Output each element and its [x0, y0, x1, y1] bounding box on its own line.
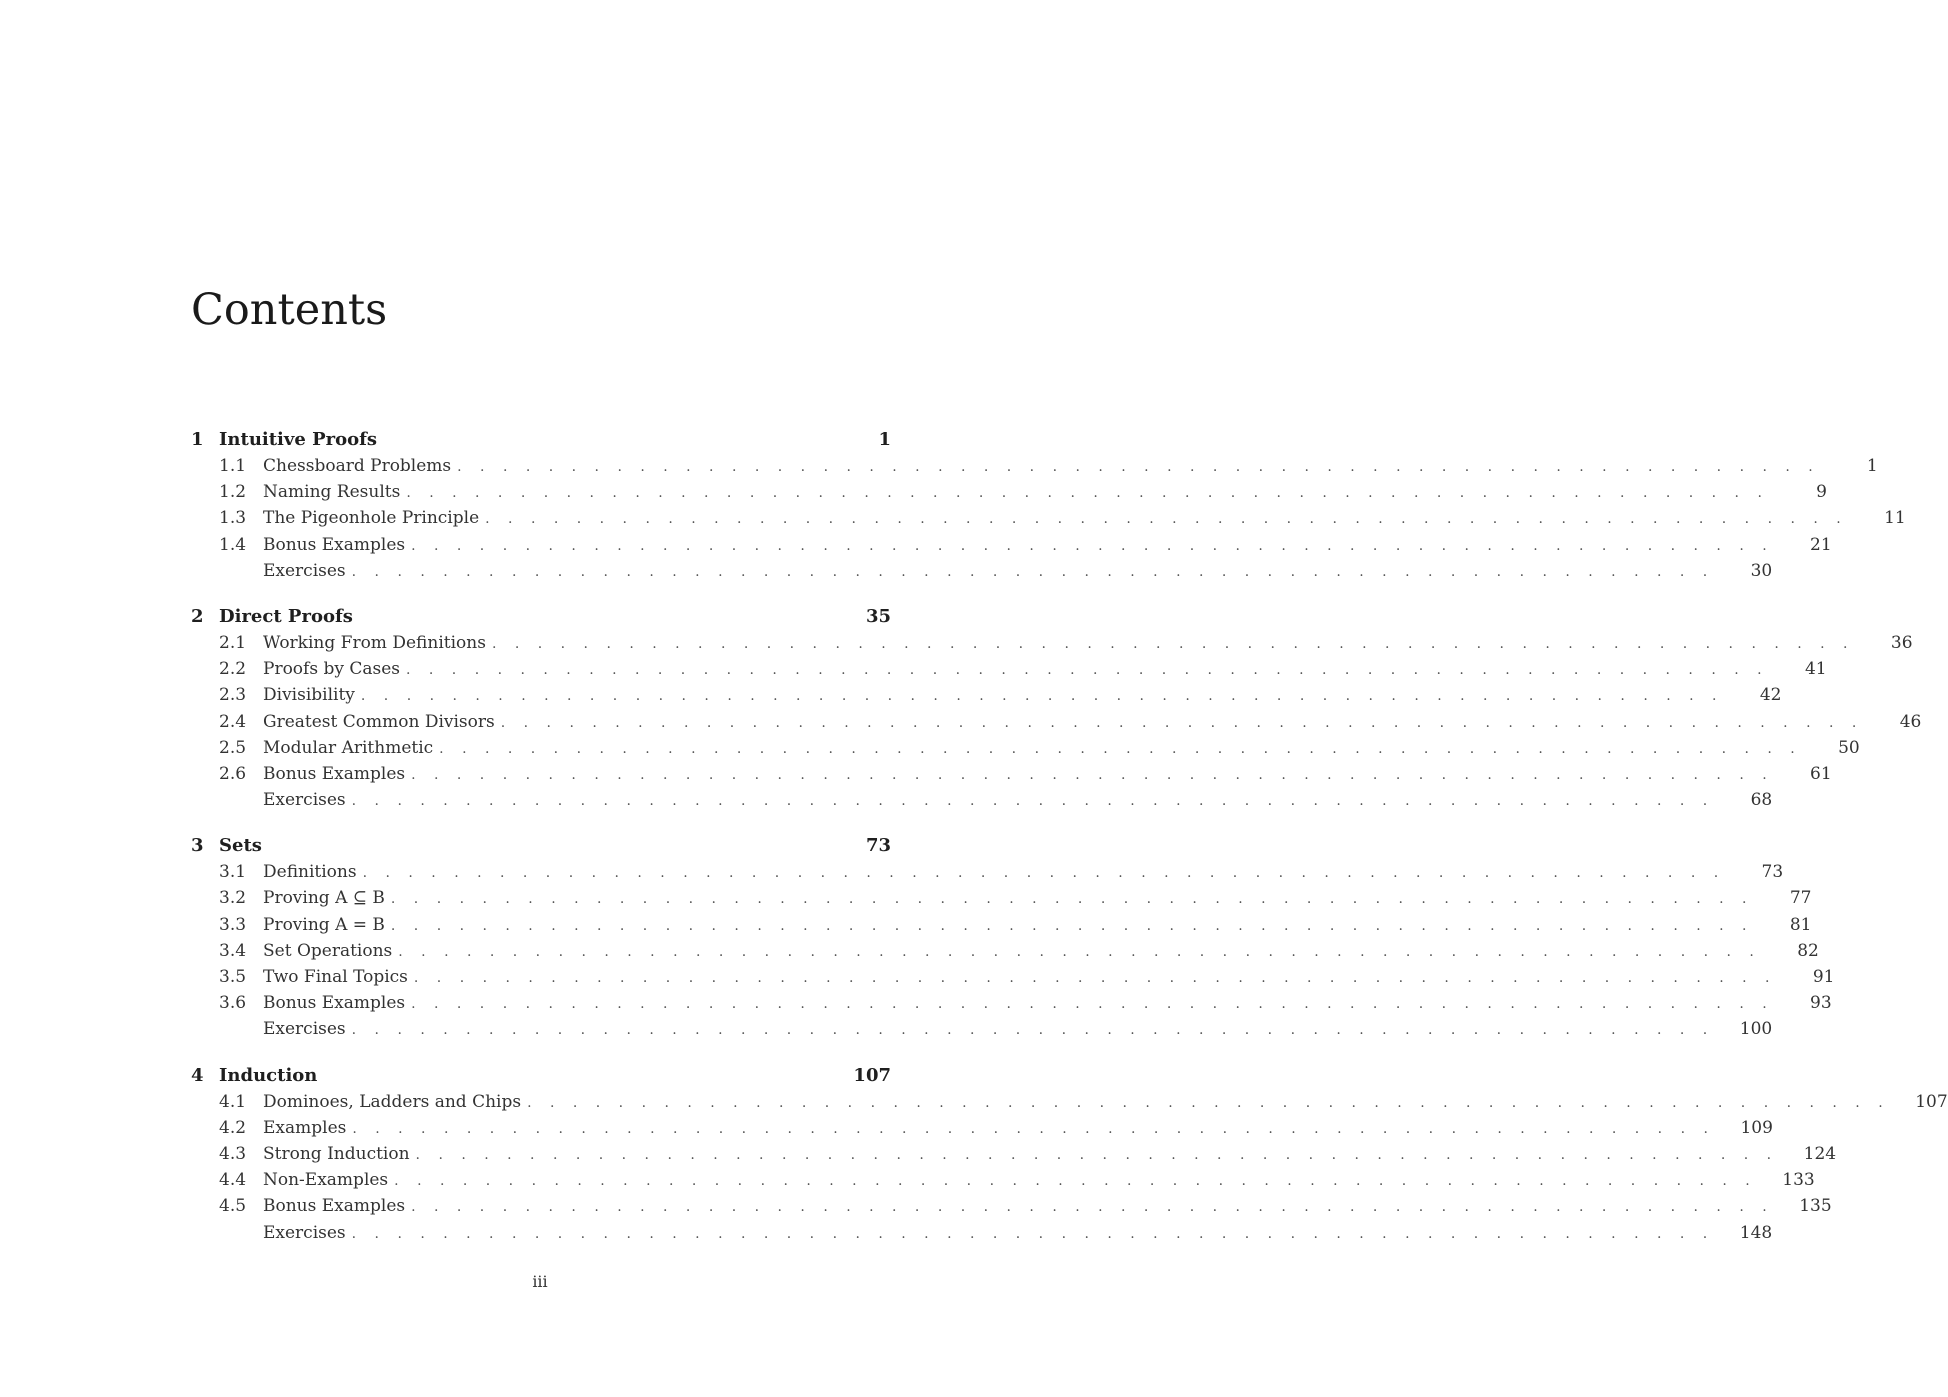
- section-page: 100: [1739, 1019, 1773, 1040]
- section-number: 1.4: [219, 534, 247, 555]
- section-number: 4.1: [219, 1091, 247, 1112]
- section-page: 42: [1759, 685, 1782, 706]
- section-title: Modular Arithmetic: [263, 737, 434, 758]
- section-title: Exercises: [263, 560, 346, 581]
- section-page: 93: [1810, 993, 1832, 1014]
- section-number: 3.2: [219, 888, 247, 909]
- dot-leader: . . . . . . . . . . . . . . . . . . . . . . . . . . . . . . . . . . . . . . . . . . . . . . . . . . . . . . . . . . . .: [351, 793, 1715, 810]
- toc-section-entry[interactable]: [191, 1141, 1837, 1167]
- section-page: 107: [1915, 1091, 1948, 1112]
- dot-leader: . . . . . . . . . . . . . . . . . . . . . . . . . . . . . . . . . . . . . . . . . . . . . . . . . . . . . . . . . . . .: [500, 714, 1864, 731]
- toc-section-entry[interactable]: [191, 787, 1773, 813]
- section-title: Proving A = B: [263, 914, 385, 935]
- section-title: Bonus Examples: [263, 993, 406, 1014]
- section-number: 2.6: [219, 763, 247, 784]
- toc-section-entry[interactable]: [191, 964, 1835, 990]
- section-page: 50: [1838, 737, 1860, 758]
- dot-leader: . . . . . . . . . . . . . . . . . . . . . . . . . . . . . . . . . . . . . . . . . . . . . . . . . . . . . . . . . . . .: [351, 1225, 1715, 1242]
- section-page: 61: [1810, 763, 1832, 784]
- dot-leader: . . . . . . . . . . . . . . . . . . . . . . . . . . . . . . . . . . . . . . . . . . . . . . . . . . . . . . . . . . . .: [360, 688, 1724, 705]
- section-title: Two Final Topics: [263, 967, 408, 987]
- toc-section-entry[interactable]: [191, 859, 1784, 885]
- section-page: 91: [1812, 967, 1835, 987]
- section-title: Working From Definitions: [263, 632, 486, 653]
- section-title: Non-Examples: [263, 1170, 389, 1191]
- toc-chapter: [191, 1063, 1948, 1246]
- dot-leader: . . . . . . . . . . . . . . . . . . . . . . . . . . . . . . . . . . . . . . . . . . . . . . . . . . . . . . . . . . . .: [415, 1146, 1779, 1163]
- toc-section-entry[interactable]: [191, 1220, 1773, 1246]
- toc-chapter-entry[interactable]: [191, 833, 891, 859]
- toc-section-entry[interactable]: [191, 558, 1773, 584]
- section-title: Set Operations: [263, 940, 393, 961]
- section-title: Proving A ⊆ B: [263, 888, 385, 909]
- section-page: 124: [1803, 1143, 1837, 1164]
- toc-section-entry[interactable]: [191, 532, 1832, 558]
- section-page: 1: [1866, 456, 1878, 476]
- section-title: Dominoes, Ladders and Chips: [263, 1091, 522, 1112]
- dot-leader: . . . . . . . . . . . . . . . . . . . . . . . . . . . . . . . . . . . . . . . . . . . . . . . . . . . . . . . . . . . .: [351, 563, 1715, 580]
- section-number: 3.1: [219, 862, 247, 883]
- section-page: 133: [1782, 1170, 1815, 1191]
- toc-section-entry[interactable]: [191, 1193, 1832, 1219]
- section-page: 109: [1740, 1117, 1773, 1138]
- dot-leader: . . . . . . . . . . . . . . . . . . . . . . . . . . . . . . . . . . . . . . . . . . . . . . . . . . . . . . . . . . . .: [527, 1094, 1890, 1111]
- chapter-page: 73: [865, 835, 891, 857]
- section-title: Definitions: [263, 862, 357, 883]
- chapter-number: 1: [191, 429, 204, 450]
- section-number: 4.4: [219, 1170, 247, 1191]
- page-title: Contents: [191, 285, 388, 335]
- section-title: Bonus Examples: [263, 1196, 406, 1217]
- chapter-title: Intuitive Proofs: [219, 429, 377, 450]
- dot-leader: . . . . . . . . . . . . . . . . . . . . . . . . . . . . . . . . . . . . . . . . . . . . . . . . . . . . . . . . . . . .: [411, 537, 1774, 554]
- section-title: Exercises: [263, 1222, 346, 1243]
- section-title: Bonus Examples: [263, 763, 406, 784]
- section-page: 73: [1761, 862, 1784, 883]
- toc-section-entry[interactable]: [191, 453, 1878, 479]
- section-number: 2.5: [219, 737, 247, 758]
- dot-leader: . . . . . . . . . . . . . . . . . . . . . . . . . . . . . . . . . . . . . . . . . . . . . . . . . . . . . . . . . . . .: [394, 1173, 1757, 1190]
- section-title: Bonus Examples: [263, 534, 406, 555]
- toc-chapter: [191, 604, 1922, 813]
- toc-section-entry[interactable]: [191, 1016, 1773, 1042]
- toc-section-entry[interactable]: [191, 990, 1832, 1016]
- dot-leader: . . . . . . . . . . . . . . . . . . . . . . . . . . . . . . . . . . . . . . . . . . . . . . . . . . . . . . . . . . . .: [362, 865, 1726, 882]
- section-page: 36: [1890, 632, 1913, 653]
- toc-section-entry[interactable]: [191, 735, 1860, 761]
- section-title: Chessboard Problems: [263, 456, 452, 476]
- chapter-title: Direct Proofs: [219, 605, 353, 627]
- toc-chapter-entry[interactable]: [191, 604, 891, 630]
- chapter-page: 107: [853, 1064, 891, 1086]
- toc-section-entry[interactable]: [191, 885, 1812, 911]
- section-number: 3.4: [219, 940, 247, 961]
- dot-leader: . . . . . . . . . . . . . . . . . . . . . . . . . . . . . . . . . . . . . . . . . . . . . . . . . . . . . . . . . . . .: [411, 996, 1774, 1013]
- section-number: 2.1: [219, 632, 247, 653]
- section-title: Strong Induction: [263, 1143, 410, 1164]
- dot-leader: . . . . . . . . . . . . . . . . . . . . . . . . . . . . . . . . . . . . . . . . . . . . . . . . . . . . . . . . . . . .: [439, 740, 1802, 757]
- toc-section-entry[interactable]: [191, 1115, 1773, 1141]
- section-number: 2.4: [219, 711, 247, 732]
- section-page: 46: [1899, 711, 1922, 732]
- section-number: 4.3: [219, 1143, 247, 1164]
- dot-leader: . . . . . . . . . . . . . . . . . . . . . . . . . . . . . . . . . . . . . . . . . . . . . . . . . . . . . . . . . . . .: [457, 459, 1820, 475]
- chapter-number: 4: [191, 1064, 204, 1086]
- section-page: 11: [1884, 508, 1906, 529]
- dot-leader: . . . . . . . . . . . . . . . . . . . . . . . . . . . . . . . . . . . . . . . . . . . . . . . . . . . . . . . . . . . .: [351, 1022, 1715, 1039]
- toc-section-entry[interactable]: [191, 1167, 1815, 1193]
- chapter-title: Induction: [219, 1064, 318, 1086]
- toc-section-entry[interactable]: [191, 505, 1906, 531]
- section-page: 68: [1750, 790, 1773, 811]
- toc-section-entry[interactable]: [191, 479, 1827, 505]
- dot-leader: . . . . . . . . . . . . . . . . . . . . . . . . . . . . . . . . . . . . . . . . . . . . . . . . . . . . . . . . . . . .: [398, 943, 1761, 960]
- section-page: 135: [1799, 1196, 1832, 1217]
- section-number: 1.1: [219, 456, 247, 476]
- section-number: 4.2: [219, 1117, 247, 1138]
- section-page: 81: [1789, 914, 1812, 935]
- toc-chapter-entry[interactable]: [191, 427, 891, 453]
- section-title: Naming Results: [263, 482, 401, 503]
- section-page: 9: [1816, 482, 1827, 503]
- section-page: 21: [1810, 534, 1832, 555]
- toc-section-entry[interactable]: [191, 682, 1782, 708]
- dot-leader: . . . . . . . . . . . . . . . . . . . . . . . . . . . . . . . . . . . . . . . . . . . . . . . . . . . . . . . . . . . .: [406, 485, 1769, 502]
- chapter-number: 3: [191, 835, 204, 857]
- dot-leader: . . . . . . . . . . . . . . . . . . . . . . . . . . . . . . . . . . . . . . . . . . . . . . . . . . . . . . . . . . . .: [352, 1120, 1715, 1137]
- section-number: 1.3: [219, 508, 247, 529]
- dot-leader: . . . . . . . . . . . . . . . . . . . . . . . . . . . . . . . . . . . . . . . . . . . . . . . . . . . . . . . . . . . .: [485, 511, 1848, 528]
- toc-section-entry[interactable]: [191, 709, 1922, 735]
- toc-section-entry[interactable]: [191, 761, 1832, 787]
- toc-section-entry[interactable]: [191, 656, 1827, 682]
- section-page: 30: [1750, 560, 1773, 581]
- section-number: 3.5: [219, 967, 247, 987]
- toc-section-entry[interactable]: [191, 938, 1819, 964]
- dot-leader: . . . . . . . . . . . . . . . . . . . . . . . . . . . . . . . . . . . . . . . . . . . . . . . . . . . . . . . . . . . .: [406, 662, 1769, 679]
- section-number: 1.2: [219, 482, 247, 503]
- dot-leader: . . . . . . . . . . . . . . . . . . . . . . . . . . . . . . . . . . . . . . . . . . . . . . . . . . . . . . . . . . . .: [390, 917, 1754, 934]
- page-number: iii: [532, 1272, 548, 1291]
- section-page: 77: [1789, 888, 1812, 909]
- chapter-page: 35: [865, 605, 891, 627]
- toc-chapter: [191, 427, 1906, 584]
- section-number: 3.3: [219, 914, 247, 935]
- dot-leader: . . . . . . . . . . . . . . . . . . . . . . . . . . . . . . . . . . . . . . . . . . . . . . . . . . . . . . . . . . . .: [491, 635, 1855, 652]
- section-title: Greatest Common Divisors: [263, 711, 495, 732]
- dot-leader: . . . . . . . . . . . . . . . . . . . . . . . . . . . . . . . . . . . . . . . . . . . . . . . . . . . . . . . . . . . .: [390, 891, 1754, 908]
- section-number: 4.5: [219, 1196, 247, 1217]
- section-title: Divisibility: [263, 685, 355, 706]
- chapter-title: Sets: [219, 835, 262, 857]
- section-number: 2.3: [219, 685, 247, 706]
- section-number: 3.6: [219, 993, 247, 1014]
- toc-section-entry[interactable]: [191, 1089, 1948, 1115]
- section-number: 2.2: [219, 659, 247, 680]
- dot-leader: . . . . . . . . . . . . . . . . . . . . . . . . . . . . . . . . . . . . . . . . . . . . . . . . . . . . . . . . . . . .: [411, 766, 1774, 783]
- dot-leader: . . . . . . . . . . . . . . . . . . . . . . . . . . . . . . . . . . . . . . . . . . . . . . . . . . . . . . . . . . . .: [411, 1199, 1774, 1216]
- section-title: Exercises: [263, 1019, 346, 1040]
- section-title: The Pigeonhole Principle: [263, 508, 480, 529]
- section-page: 148: [1739, 1222, 1773, 1243]
- section-page: 82: [1797, 940, 1819, 961]
- table-of-contents: [191, 427, 1948, 1266]
- toc-section-entry[interactable]: [191, 630, 1913, 656]
- section-title: Proofs by Cases: [263, 659, 400, 680]
- toc-chapter: [191, 833, 1835, 1042]
- chapter-page: 1: [878, 429, 891, 450]
- toc-chapter-entry[interactable]: [191, 1063, 891, 1089]
- dot-leader: . . . . . . . . . . . . . . . . . . . . . . . . . . . . . . . . . . . . . . . . . . . . . . . . . . . . . . . . . . . .: [413, 970, 1777, 986]
- toc-section-entry[interactable]: [191, 912, 1812, 938]
- section-title: Exercises: [263, 790, 346, 811]
- section-title: Examples: [263, 1117, 347, 1138]
- section-page: 41: [1804, 659, 1827, 680]
- chapter-number: 2: [191, 605, 204, 627]
